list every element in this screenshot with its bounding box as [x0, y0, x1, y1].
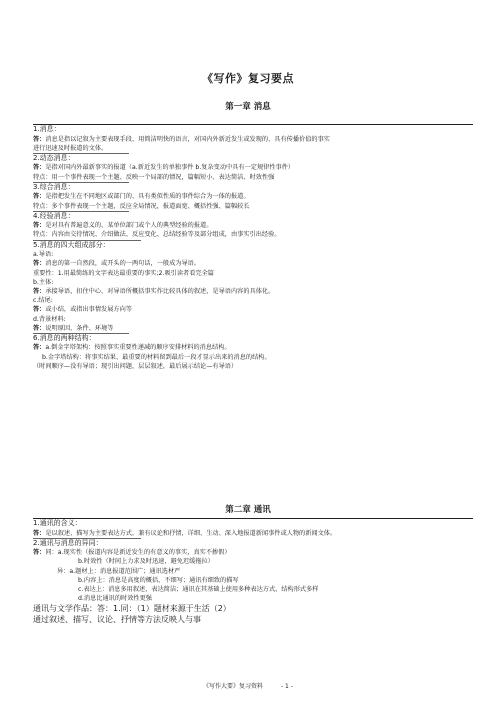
section-heading: 3.综合消息：: [33, 182, 129, 193]
answer-label: 答：: [33, 529, 46, 537]
subsection-title: d.背景材料:: [33, 315, 66, 323]
answer-line: d.消息比通讯的时效性更强: [78, 595, 152, 603]
answer-line: [33, 135, 473, 144]
answer-label: 答：: [33, 135, 46, 143]
comparison-line: 通过叙述、描写、议论、抒情等方法反映人与事: [33, 615, 201, 625]
answer-line: b.时效性（时间上力求及时迅速，避免迟缓拖拉）: [78, 558, 214, 566]
answer-continuation: 进行迅速及时报道的文体。: [33, 144, 108, 152]
answer-text: 消息是指以记叙为主要表现手段、用简洁明快的语言，对国内外新近发生或发现的、具有传播价值的事实: [45, 135, 330, 143]
note-line: （时间顺序—没有导语；现引出问题，层层叙述，最后展示结论—有导语）: [33, 362, 238, 370]
answer-label: 答：: [33, 260, 46, 268]
chapter-2-body: [33, 518, 473, 625]
answer-line: [33, 567, 473, 576]
answer-text: a.倒金字塔架构：按照事实重要性递减的顺序安排材料的消息结构。: [45, 344, 231, 352]
answer-label: 答：: [33, 344, 46, 352]
section-heading: 4.经验消息：: [33, 211, 129, 222]
page-footer: [0, 681, 496, 690]
answer-text: 是指把发生在不同地区或部门的、具有类似性质的事件综合为一体的报道。: [45, 193, 250, 201]
answer-text: a.题材上：消息报道范围广；通讯选材严: [69, 567, 181, 575]
footer-doc-title: 《写作大要》复习资料: [203, 683, 264, 690]
answer-text: 是对具有普遍意义的、某单位部门或个人的典型经验的报道。: [45, 222, 213, 230]
answer-label: 答：: [33, 164, 46, 172]
point-line: 重要性：1.用最简练的文字表达最重要的事实;2.吸引读者看完全篇: [33, 269, 214, 277]
answer-text: 是指对国内外最新事实的报道（a.新近发生的单独事件 b.复杂变动中具有一定规律性事件）: [45, 164, 295, 172]
answer-line: b.内容上：消息是高度的概括，不细写；通讯有细致的描写: [78, 576, 239, 584]
section-heading: 5.消息的四大组成部分：: [33, 240, 141, 251]
feature-line: 特点：多个事件表现一个主题，反应全局情况，报道面宽、概括性强、篇幅较长: [33, 202, 250, 210]
comparison-line: 通讯与文学作品：答：1.同：（1）题材来源于生活（2）: [33, 604, 231, 614]
answer-label: 答：: [33, 287, 46, 295]
page-number: - 1 -: [280, 683, 293, 690]
answer-line: c.表达上：消息多用叙述，表达简洁；通讯在其基础上使用多种表达方式，结构形式多样: [78, 586, 319, 594]
answer-text: 说明原因、条件、环境等: [45, 324, 114, 332]
section-heading: 6.消息的两种结构：: [33, 333, 129, 344]
subsection-title: b.主体:: [33, 278, 54, 286]
answer-line: [33, 259, 473, 268]
section-heading: 1.消息：: [33, 124, 473, 135]
section-heading: 2.通讯与消息的异同：: [33, 538, 141, 549]
answer-line: [33, 548, 473, 557]
answer-label: 答：: [33, 549, 46, 557]
same-label: 同：: [45, 549, 58, 557]
answer-line: [33, 324, 473, 333]
answer-text: 承接导语，扣住中心，对导语所概括事实作比较具体的叙述，是导语内容的具体化。: [45, 287, 275, 295]
answer-label: 答：: [33, 222, 46, 230]
answer-line: [33, 221, 473, 230]
answer-line: [33, 163, 473, 172]
answer-line: [33, 343, 473, 352]
answer-line: b.金字塔结构：将事实结果、最重要的材料留到最后一段才显示出来的消息的结构。: [42, 353, 271, 361]
answer-line: [33, 287, 473, 296]
answer-line: [33, 192, 473, 201]
chapter-2-heading: 第二章 通讯: [225, 505, 271, 515]
answer-text: 消息的第一自然段，或开头的一两句话，一般成为导语。: [45, 260, 201, 268]
feature-line: 特点：用一个事件表现一个主题、反映一个局部的情况，篇幅短小、表达简洁、时效性强: [33, 173, 275, 181]
diff-label: 异：: [57, 567, 70, 575]
answer-line: [33, 529, 473, 538]
chapter-1-body: [33, 124, 473, 371]
subsection-title: a.导语:: [33, 251, 54, 259]
answer-label: 答：: [33, 324, 46, 332]
answer-label: 答：: [33, 193, 46, 201]
answer-text: 或小结，或指出事情发展方向等: [45, 306, 132, 314]
subsection-title: c.结尾:: [33, 297, 53, 305]
answer-text: 是以叙述、描写为主要表达方式，兼有议论和抒情，详细、生动、深入地报道新闻事件或人物的新闻文体。: [45, 529, 337, 537]
document-title: 《写作》复习要点: [202, 72, 294, 85]
answer-label: 答：: [33, 306, 46, 314]
section-heading: 2.动态消息：: [33, 153, 129, 164]
chapter-1-heading: 第一章 消息: [225, 102, 271, 112]
section-heading: 1.通讯的含义：: [33, 518, 473, 529]
answer-text: a.现实性（报道内容是新近发生的有意义的事实，真实不掺假）: [57, 549, 231, 557]
answer-line: [33, 305, 473, 314]
feature-line: 特点：内容由交待情况、介绍做法、反应变化、总结经验等及部分组成，由事实引出经验。: [33, 231, 281, 239]
